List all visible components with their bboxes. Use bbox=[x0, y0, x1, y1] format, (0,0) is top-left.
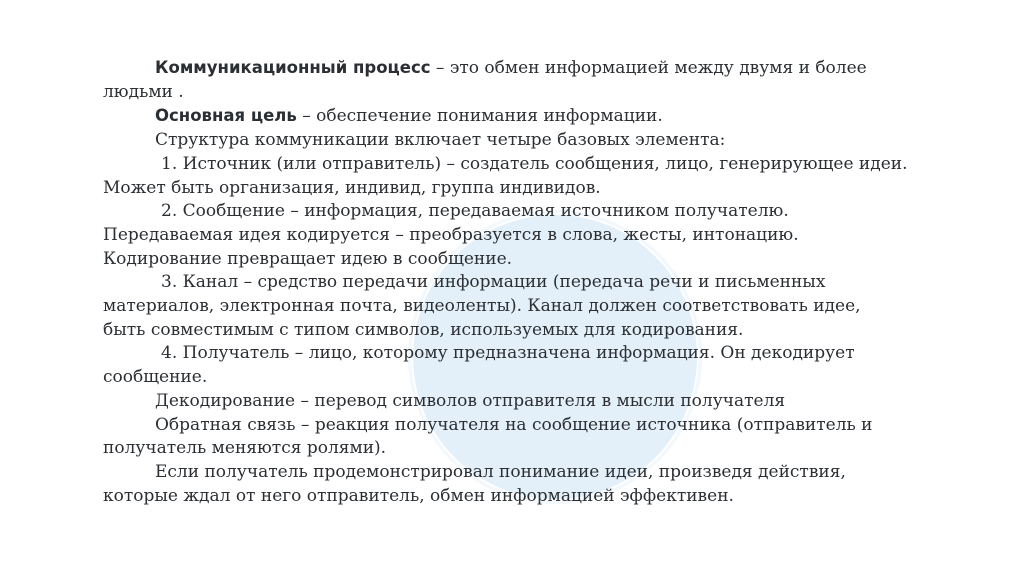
term-communication-process: Коммуникационный процесс bbox=[155, 58, 431, 77]
item-message-line1: 2. Сообщение – информация, передаваемая источником получателю. bbox=[161, 201, 789, 222]
item-channel-line1: 3. Канал – средство передачи информации (передача речи и письменных bbox=[161, 272, 826, 293]
item-receiver-line2: сообщение. bbox=[103, 367, 208, 388]
structure-intro: Структура коммуникации включает четыре базовых элемента: bbox=[155, 130, 726, 151]
decoding-line: Декодирование – перевод символов отправителя в мысли получателя bbox=[155, 390, 786, 411]
definition-continuation: людьми . bbox=[103, 81, 184, 102]
slide-text-body bbox=[103, 56, 923, 508]
feedback-line2: получатель меняются ролями). bbox=[103, 438, 387, 459]
item-channel-line3: быть совместимым с типом символов, используемых для кодирования. bbox=[103, 319, 744, 340]
item-message-line2: Передаваемая идея кодируется – преобразуется в слова, жесты, интонацию. bbox=[103, 224, 799, 245]
definition-line bbox=[103, 56, 923, 81]
feedback-line1: Обратная связь – реакция получателя на сообщение источника (отправитель и bbox=[155, 414, 873, 435]
definition-text: – это обмен информацией между двумя и более bbox=[430, 58, 867, 78]
item-source-line2: Может быть организация, индивид, группа индивидов. bbox=[103, 177, 601, 198]
conclusion-line2: которые ждал от него отправитель, обмен информацией эффективен. bbox=[103, 485, 734, 506]
item-channel-line2: материалов, электронная почта, видеоленты). Канал должен соответствовать идее, bbox=[103, 296, 861, 317]
item-receiver-line1: 4. Получатель – лицо, которому предназначена информация. Он декодирует bbox=[161, 343, 855, 364]
item-source-line1: 1. Источник (или отправитель) – создатель сообщения, лицо, генерирующее идеи. bbox=[161, 153, 908, 174]
item-message-line3: Кодирование превращает идею в сообщение. bbox=[103, 248, 513, 269]
main-goal-text: – обеспечение понимания информации. bbox=[296, 106, 663, 127]
main-goal-line bbox=[103, 104, 923, 129]
conclusion-line1: Если получатель продемонстрировал понимание идеи, произведя действия, bbox=[155, 461, 846, 482]
term-main-goal: Основная цель bbox=[155, 106, 297, 126]
